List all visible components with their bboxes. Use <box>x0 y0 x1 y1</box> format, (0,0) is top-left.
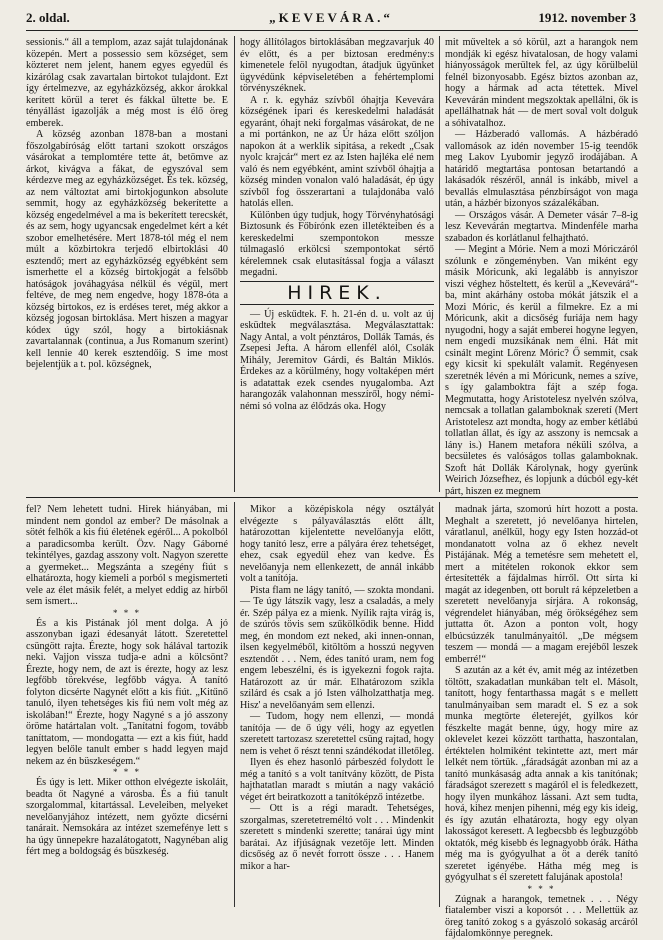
news-item: — Új eskűdtek. F. h. 21-én d. u. volt az új esküdtek megválasztása. Megválasztattak: Nagy Antal, a volt pénztáros, Dollák Tamás, és Zsepesi Jefta. A három ellenfél alól, Csolák Mihály, Jeremitov Gárdi, és Baltán Miklós. Érdekes az a körülmény, hogy voltaképen mért is adatattak ezek csendes nyugalomba. Azt harangozák valahonnan messzíről, hogy némi-némi só volna az élődzás oka. Hogy <box>240 308 434 412</box>
paragraph: Pista flam ne lágy tanító, — szokta mondani. — Te úgy látszik vagy, lesz a csaladás, a mely ér. Szép pálya ez a mienk. Nyílik rajta virág is, de szúrós tövis sem szűkölködik benne. Hidd meg, én mondom ezt neked, aki innen-onnan, ilsen kegyelméből, kitöltöm a hosszú negyven esztendőt . . . Nem, édes tanító uram, nem fog engem lebeszélni, és is igyekezni fogok rajta. Határozott az úr már. Elhatározom szikla szilárd és csak a jó Isten válholzatthatja meg. Hisz' a nevelőanyám sem ellenzi. <box>240 584 434 711</box>
masthead-title: „KEVEVÁRA.“ <box>269 10 393 25</box>
page-header <box>26 8 636 28</box>
paragraph: fel? Nem lehetett tudni. Hirek hiányában, mi mindent nem gondol az ember? De másolnak a sötét felhők a kis fiú életének egéről... A pokolból a paradicsomba került. Özv. Nagy Gáborné tekintélyes, gazdag asszony volt. Nagyon szerette a gyermeket... Megszánta a szegény fiút s elhatározta, hogy kiemeli a porból s megismerteti vele az élet másik felét, a melyet eddig az hírből sem ismert... <box>26 504 228 607</box>
paragraph: S azután az a két év, amit még az intézetben töltött, szakadatlan munkában telt el. Másolt, tanított, hogy fentarthassa magát s e mellett tanulmányaiban sem maradt el. S ez a sok munka megtörte életerejét, gyilkos kór fészkelte magát benne, úgy, hogy mire az oklevelet kezei közzött tarthatta, haszontalan, értéktelen holmiként tekintette azt, mert már lelkét nem törtük. „fáradságát azonban mi az a tanító munkásaság adta annak a kis tanítónak; fáradságot szerezett s magáról el is feledkezett, hogy ilyen munkához lássani. Azt sem tudta, hová, kihez menjen pihenni, még egy kis ideig, és így azután elhatározta, hogy egy olyan lakosságot keresett. A legbecsbb és legbuzgóbb oktatók, még kisebb és legnagyobb órák. Hátha még ma is gyógyulhat a öt a derék tanító szeretet igényébe. Hátha még meg is gyógyulhat s él szeretett falujának apostola! <box>445 665 638 883</box>
paragraph: A község azonban 1878-ban a mostani főszolgabíróság előtt tartani szokott országos vásárokat a templomtére tette át, betömve az árkot, kivágva a fákat, de egyszóval sem kérdezve meg az egyházközséget. És tek. község, az nem változtat ami birtokjogunkon absolute semmit, hogy az egyházközség bekerítette a község engedelmével a ma is bekerített terecskét, és az sem, hogy ugyancsak engedelmet kért a két szobor emelhetésére. Mert 1878-tól még el nem múlt a közbirtokra terjedő elbirtoklási 40 esztendő; mert az egyházközség egyébként sem ismerhette el a község birtokjogát a felsőbb hatóságok jováhagyása nélkül és végül, mert feltéve, de meg nem engedve, hogy 1878-óta a község birtokos, ez is erdéses teret, még akkor a község jogosan birtoklása. Mert hiszen a magyar kódex úgy szól, hogy a birtokiásnak zavartalannak (continua, a Jus Romanum szerint) kell lennie 40 kerek esztendőig. S ime most bejelentjük a t. pol. községnek, <box>26 129 228 370</box>
paragraph: Ilyen és ehez hasonló párbeszéd folydott le még a tanító s a volt tanítvány között, de Pista hajthatatlan maradt s miután a nagy vakáció véget ért beiratkozott a tanítóképző intézetbe. <box>240 757 434 803</box>
paragraph: — Megint a Mórie. Nem a mozi Móriczáról szólunk e zöngeményben. Van miként egy másik Móricunk, aki legalább is annyiszor viszi véghez hősteltett, és kerül a „Kevevárá“-ba, mint akárhány ostoba mókát játszik el a Mozi Móric, és kerül a filmekre. Ez a mi Móricunk, akit a dicsőség furiája nem hagy nyugodni, hogy a saját emberei hogyne legyen, nem engedi muzsikának nem élni. Hát mit csinált megint Lőrenz Móric? Ő semmit, csak egy kicsit ki spekulált valamit. Regényesen szeretnék lévén a mi Móricunk, nemes a szíve, s így galamboktra fájt a szép foga. Megmutatta, hogy Aristotelesz nyelvén szólva, nemcsak a tollatlan galamboknak szeretí (Mert Aristotelesz azt mondta, hogy az ember kétlábú tollatlan állat, és így az asszony is nemcsak a lány is.) Hanem metafora néküli szólva, a becsületes és valóságos tollas galamboknak. Szoft hát Dollák Károlynak, hogy gyerünk Weirich Józsefhez, és lopjunk a dúcból egy-két párt, hiszen ez megnem <box>445 244 638 497</box>
paragraph: Mikor a középiskola négy osztályát elvégezte s pályaválasztás előtt állt, határozottan kijelentette nevelőanyja előtt, hogy tanító lesz, erre a pályára érez tehetséget, ehez, csak egyedül ehez van kedve. És nevelőanyja nem ellenkezett, de annál inkább volt a tanítója. <box>240 504 434 584</box>
article-column <box>240 37 434 492</box>
paragraph: hogy állítólagos birtoklásában megzavarjuk 40 év előtt, és a per biztosan eredmény:s kimenetele felöl nyugodtan, átadjuk ügyünket ügyvédünk képviseletében a fehértemplomi törvényszéknek. <box>240 37 434 94</box>
story-column <box>445 504 638 939</box>
paragraph: sessionis.“ áll a templom, azaz saját tulajdonának közepén. Mert a possessio sem községet, sem közteret nem jelent, hanem egyes egyedül és kizárólag csak zavartalan birtokot tulajdont. Ezt így értelmezve, az egyházközség, akkor árokkal kerített körül a teret és fákkal ültette be. E tényállást igazolják a még most is élő öreg emberek. <box>26 37 228 129</box>
article-column <box>26 37 228 492</box>
page-number: 2. oldal. <box>26 10 70 25</box>
column-divider <box>439 36 440 492</box>
paragraph: A r. k. egyház szívből óhajtja Kevevára községének ipari és kereskedelmi haladását egyaránt, óhajt neki forgalmas vásárokat, de ne a mi portánkon, ne az Úr háza előtt szóljon napokon át a werklik sipitása, a rekedt „Csak nyolc krajcár“ mert ez az Isten hajléka elé nem való és nem egyébként, amint szívből óhajtja a község minden vonalon való haladását, ép úgy szívből fog összerartani a tulajdonába való hatolás ellen. <box>240 94 434 209</box>
section-header-box <box>240 281 434 305</box>
section-separator: * * * <box>527 883 556 894</box>
column-divider <box>234 502 235 907</box>
issue-date: 1912. november 3 <box>538 10 636 25</box>
paragraph: — Házberadó vallomás. A házbéradó vallomások az idén november 15-ig teendők meg Lakov Lyubomir jegyző irodájában. A határidő megtartása pontosan betartandó a lakásadók részéről, annál is inkább, mivel a bevallás elmulasztása pénzbírságot von maga után, a házbér bizonyos százalékában. <box>445 129 638 209</box>
paragraph: madnak járta, szomorú hírt hozott a posta. Meghalt a szeretett, jó nevelőanya hirtelen, váratlanul, anélkül, hogy egy Isten hozzád-ot mondanatott volna az ő ekhez nevelt Pistájának. Még a temetésre sem mehetett el, mert a mitételen rokonok ekkor sem értesítették a fájdalmas hírről. Ott sírta ki magát az idegenben, ott borult rá képzeletben a szeretett nevelőanyja sírjára. A rokonság, végrendelet hiányában, még örökségéhez sem juttatta őt. Azon a ponton volt, hogy elbúcsúzzék tanulmányaitól. „De mégsem teszem — mondá — a magam erejéből leszek emberré!“ <box>445 504 638 665</box>
paragraph: Különben úgy tudjuk, hogy Törvényhatósági Biztosunk és Főbírónk ezen illetékteiben és a kereskedelmi szempontokon messze túlmagasló erkölcsi szempontokat sértő kérelemnek csak elutasítással fogja a választ megadni. <box>240 209 434 278</box>
section-rule <box>26 497 638 498</box>
section-separator: * * * <box>113 607 141 618</box>
story-column <box>240 504 434 908</box>
paragraph: — Ott is a régi maradt. Tehetséges, szorgalmas, szeretetreméltó volt . . . Mindenkit szeretett s mindenki szerette; tanárai úgy mint barátai. Az ifjúságnak vezetője lett. Minden dicsőség az ő nevét forrott össze . . . Hanem mikor a har- <box>240 803 434 872</box>
header-rule <box>26 30 638 31</box>
paragraph: mit műveltek a só körül, azt a harangok nem mondják ki egész hivatalosan, de hogy valami hiányosságok merültek fel, az úgy körülbelül felnél bizonyosabb. Egész biztos azonban az, hogy a hármak ad acta tétettek. Mivel Kevevárán mindent megszoktak apellálni, ők is apellálhatnak hát — de mert soval volt dolguk a sóhivatalhoz. <box>445 37 638 129</box>
column-divider <box>439 502 440 907</box>
column-divider <box>234 36 235 492</box>
section-separator: * * * <box>113 767 141 777</box>
paragraph: Zúgnak a harangok, temetnek . . . Négy fiatalember viszi a koporsót . . . Mellettük az öreg tanító zokog s a gyászoló sokaság arcáról fájdalomkönnye peregnek. <box>445 893 638 939</box>
paragraph: És úgy is lett. Miker otthon elvégezte iskoláit, beadta őt Nagyné a városba. És a fiú tanult szorgalommal, kitartással. Leveleiben, melyeket nevelőanyjához intézett, nem győzte dicsérni tanárait. Nemsokára az intézet szemefénye lett s ha úgy ünnepekre hazalátogatott, Nagynéban alig fért meg a boldogság és büszkeség. <box>26 777 228 857</box>
story-column <box>26 504 228 908</box>
paragraph: — Országos vásár. A Demeter vásár 7–8-ig lesz Kevevárán megtartva. Mindenféle marha szabadon és korlátlanul felhajtható. <box>445 209 638 244</box>
article-column <box>445 37 638 497</box>
paragraph: És a kis Pistának jól ment dolga. A jó asszonyban igazi édesanyát látott. Szeretettel csüngött rajta. Érezte, hogy sok hálával tartozik neki. Vajjon vissza tudja-e adni a kölcsönt? Érezte, hogy nem, de azt is érezte, hogy az lesz legfőbb törekvése, legfőbb vágya. A tanító folyton dicsérte Nagynét előtt a kis fiút. „Kitűnő tanuló, ilyen tehetséges kis fiú nem volt még az iskolában!“ Érezte, hogy Nagyné s a jó asszony öröme határtalan volt. „Tanítatni fogom, tovább taníttatom, — mondogatta — ezt a kis fiút, hadd legyen belőle tanult ember s hadd legyen majd nekem az én büszkeségem.“ <box>26 617 228 767</box>
paragraph: — Tudom, hogy nem ellenzi, — mondá tanítója — de ő úgy véli, hogy az egyetlen szeretett tartozasz szeretettel csüng rajtad, hogy nem is vehet ő részt tenni szándékodat illetőleg. <box>240 711 435 757</box>
section-title-hirek: HIREK. <box>287 281 387 304</box>
